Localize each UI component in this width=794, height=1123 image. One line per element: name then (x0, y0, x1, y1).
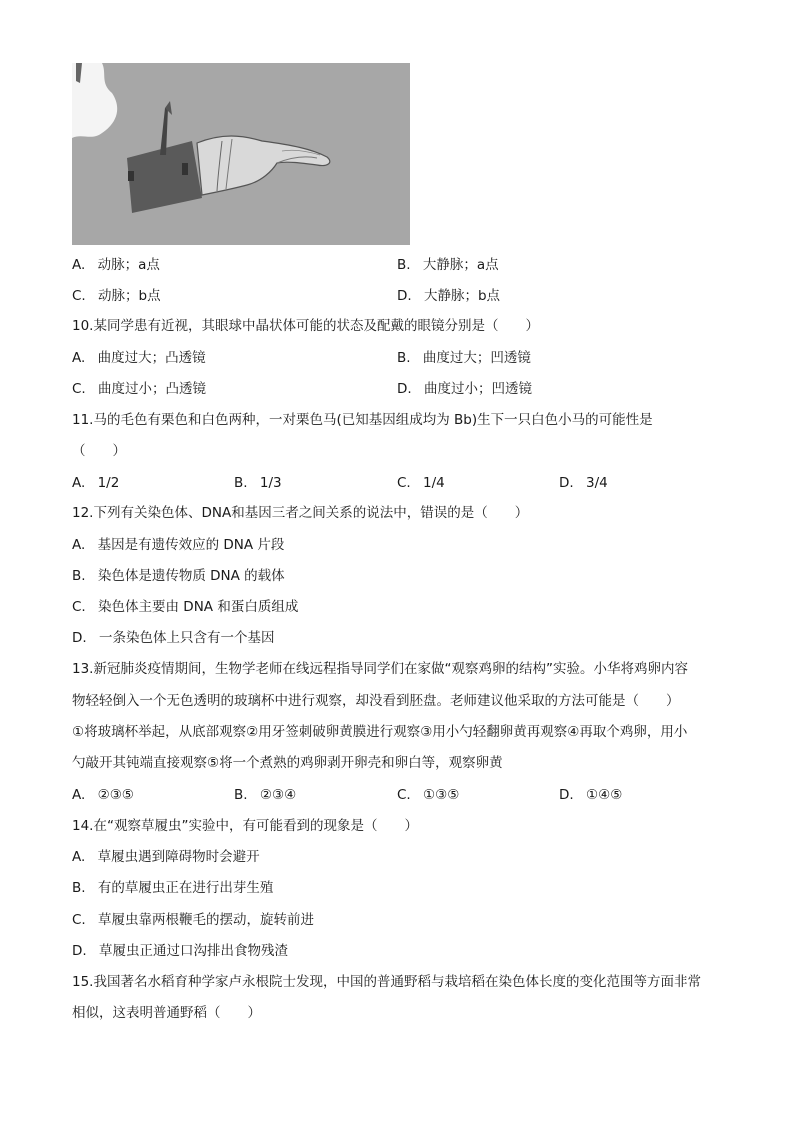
q10-option-d (397, 379, 532, 399)
option-letter: A. (72, 849, 86, 865)
option-text: 草履虫靠两根鞭毛的摆动，旋转前进 (98, 912, 315, 928)
q13-option-a (72, 785, 134, 805)
q10-option-b (397, 348, 531, 368)
option-text: 1/3 (259, 475, 282, 491)
option-text: 草履虫遇到障碍物时会避开 (97, 849, 260, 865)
option-text: 曲度过小；凸透镜 (98, 381, 207, 397)
q11-option-b (234, 473, 282, 493)
option-letter: C. (72, 599, 86, 615)
option-letter: C. (72, 288, 86, 304)
option-text: 大静脉；a点 (422, 257, 499, 273)
option-text: 曲度过大；凹透镜 (422, 350, 531, 366)
q9-option-c (72, 286, 161, 306)
q11-option-d (559, 473, 608, 493)
option-letter: D. (72, 630, 87, 646)
hand-illustration (72, 63, 410, 245)
option-text: ①③⑤ (423, 787, 460, 803)
q9-option-b (397, 255, 499, 275)
q9-option-d (397, 286, 500, 306)
option-letter: D. (72, 943, 87, 959)
option-text: 1/2 (97, 475, 120, 491)
option-letter: B. (234, 475, 248, 491)
option-text: 动脉；a点 (97, 257, 160, 273)
q14-option-a (72, 847, 260, 867)
option-text: 大静脉；b点 (423, 288, 501, 304)
option-letter: D. (397, 288, 412, 304)
option-letter: A. (72, 350, 86, 366)
q10-option-a (72, 348, 206, 368)
q11-stem-line2: （ ） (72, 443, 126, 459)
q12-option-b (72, 566, 285, 586)
option-text: 基因是有遗传效应的 DNA 片段 (97, 537, 285, 553)
option-letter: C. (397, 787, 411, 803)
option-letter: B. (234, 787, 248, 803)
option-text: 曲度过小；凹透镜 (423, 381, 532, 397)
q13-option-c (397, 785, 459, 805)
q11-option-a (72, 473, 119, 493)
option-text: ②③⑤ (97, 787, 134, 803)
option-text: 1/4 (423, 475, 445, 491)
q11-stem-line1: 11.马的毛色有栗色和白色两种，一对栗色马(已知基因组成均为 Bb)生下一只白色小马的可能性是 (72, 412, 653, 428)
q12-option-c (72, 597, 298, 617)
option-letter: A. (72, 787, 86, 803)
q14-option-d (72, 941, 288, 961)
q12-stem: 12.下列有关染色体、DNA和基因三者之间关系的说法中，错误的是（ ） (72, 505, 529, 521)
q14-stem: 14.在“观察草履虫”实验中，有可能看到的现象是（ ） (72, 818, 418, 834)
option-letter: C. (72, 381, 86, 397)
q13-stem-line1: 13.新冠肺炎疫情期间，生物学老师在线远程指导同学们在家做“观察鸡卵的结构”实验。小华将鸡卵内容 (72, 661, 688, 677)
q12-option-d (72, 628, 274, 648)
q15-stem-line2: 相似，这表明普通野稻（ ） (72, 1005, 261, 1021)
option-text: 3/4 (585, 475, 608, 491)
option-text: ①④⑤ (585, 787, 623, 803)
option-text: 有的草履虫正在进行出芽生殖 (97, 880, 274, 896)
option-letter: D. (559, 475, 574, 491)
option-letter: A. (72, 257, 86, 273)
q13-option-b (234, 785, 296, 805)
option-text: 染色体主要由 DNA 和蛋白质组成 (98, 599, 299, 615)
q13-stem-line4: 勺敲开其钝端直接观察⑤将一个煮熟的鸡卵剥开卵壳和卵白等，观察卵黄 (72, 755, 503, 771)
option-text: 草履虫正通过口沟排出食物残渣 (98, 943, 288, 959)
q10-stem: 10.某同学患有近视，其眼球中晶状体可能的状态及配戴的眼镜分别是（ ） (72, 318, 539, 334)
option-letter: A. (72, 537, 86, 553)
option-text: 染色体是遗传物质 DNA 的载体 (97, 568, 285, 584)
option-text: 动脉；b点 (98, 288, 161, 304)
q15-stem-line1: 15.我国著名水稻育种学家卢永根院士发现，中国的普通野稻与栽培稻在染色体长度的变化范围等方面非常 (72, 974, 701, 990)
option-letter: B. (397, 257, 411, 273)
q11-option-c (397, 473, 445, 493)
option-letter: D. (559, 787, 574, 803)
q12-option-a (72, 535, 284, 555)
option-text: 一条染色体上只含有一个基因 (98, 630, 275, 646)
option-text: 曲度过大；凸透镜 (97, 350, 206, 366)
option-letter: C. (397, 475, 411, 491)
hand-figure-image (72, 63, 410, 245)
q10-option-c (72, 379, 206, 399)
option-letter: B. (72, 568, 86, 584)
option-letter: A. (72, 475, 86, 491)
q13-option-d (559, 785, 622, 805)
option-letter: B. (72, 880, 86, 896)
q13-stem-line3: ①将玻璃杯举起，从底部观察②用牙签刺破卵黄膜进行观察③用小勺轻翻卵黄再观察④再取个鸡卵，用小 (72, 724, 688, 740)
q14-option-b (72, 878, 273, 898)
option-text: ②③④ (259, 787, 297, 803)
q13-stem-line2: 物轻轻倒入一个无色透明的玻璃杯中进行观察，却没看到胚盘。老师建议他采取的方法可能是（ ） (72, 693, 680, 709)
q14-option-c (72, 910, 314, 930)
option-letter: C. (72, 912, 86, 928)
option-letter: D. (397, 381, 412, 397)
option-letter: B. (397, 350, 411, 366)
q9-option-a (72, 255, 160, 275)
